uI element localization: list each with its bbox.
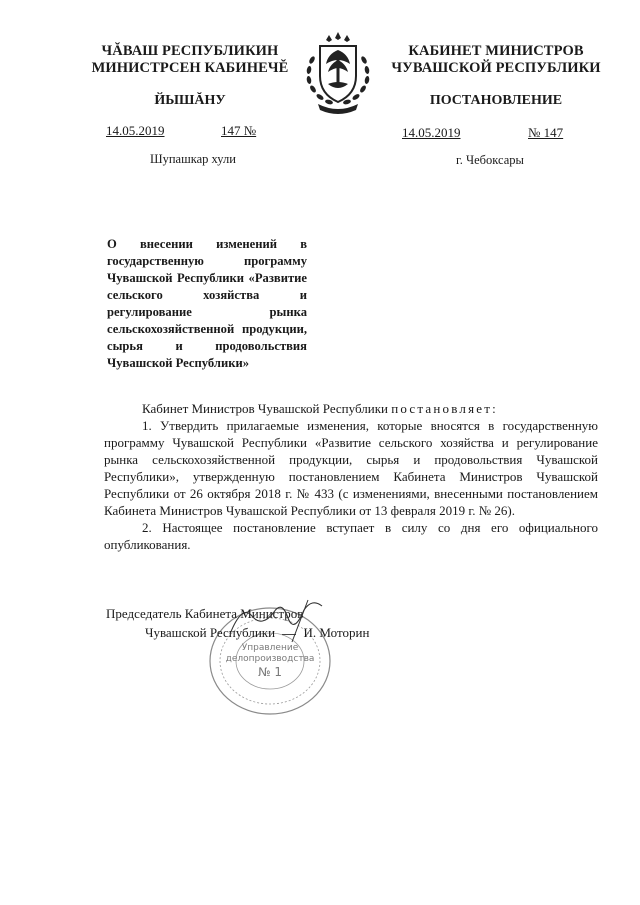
handwritten-signature — [222, 594, 332, 646]
left-number — [205, 123, 277, 139]
body-intro-spaced: постановляет: — [391, 401, 498, 416]
signature-name: И. Моторин — [303, 625, 370, 640]
document-title: О внесении изменений в государственную программу Чувашской Республики «Развитие сельского хозяйства и регулирование рынка сельскохозяйственной продукции, сырья и продовольствия Чувашской Республики» — [107, 237, 307, 370]
body-intro-plain: Кабинет Министров Чувашской Республики — [142, 401, 388, 416]
signature-line1: Председатель Кабинета Министров — [106, 606, 304, 621]
left-date — [90, 123, 190, 139]
document-body — [104, 400, 598, 553]
right-number — [518, 125, 580, 141]
right-doc-type: ПОСТАНОВЛЕНИЕ — [429, 93, 563, 108]
stamp-line1: Управление — [241, 643, 299, 653]
right-number-value: № 147 — [528, 125, 564, 140]
stamp-line3: № 1 — [258, 665, 282, 679]
left-place: Шупашкар хули — [150, 152, 236, 166]
right-header-authority — [386, 43, 606, 77]
right-date — [388, 125, 502, 141]
right-place: г. Чебоксары — [456, 153, 524, 167]
stamp-line2: делопроизводства — [225, 654, 315, 664]
left-header-line2: МИНИСТРСЕН КАБИНЕЧĔ — [91, 60, 289, 76]
body-item-1: 1. Утвердить прилагаемые изменения, которые вносятся в государственную программу Чувашской Республики «Развитие сельского хозяйства и регулирование рынка сельскохозяйственной продукции, сырья и продовольствия Чувашской Республики», утвержденную постановлением Кабинета Министров Чувашской Республики от 26 октября 2018 г. № 433 (с изменениями, внесенными постановлением Кабинета Министров Чувашской Республики от 13 февраля 2019 г. № 26). — [104, 418, 598, 518]
body-item-2: 2. Настоящее постановление вступает в силу со дня его официального опубликования. — [104, 520, 598, 552]
left-header-authority — [90, 43, 290, 77]
emblem-icon — [300, 30, 376, 114]
right-header-line2: ЧУВАШСКОЙ РЕСПУБЛИКИ — [391, 60, 601, 76]
left-date-value: 14.05.2019 — [106, 123, 165, 138]
right-header-line1: КАБИНЕТ МИНИСТРОВ — [408, 43, 584, 59]
signature-position: Чувашской Республики — [145, 625, 276, 640]
body-intro — [104, 400, 598, 417]
left-number-value: 147 № — [221, 123, 257, 138]
left-header-line1: ЧĂВАШ РЕСПУБЛИКИН — [101, 43, 279, 59]
left-doc-type: ЙЫШĂНУ — [154, 93, 226, 108]
right-date-value: 14.05.2019 — [402, 125, 461, 140]
